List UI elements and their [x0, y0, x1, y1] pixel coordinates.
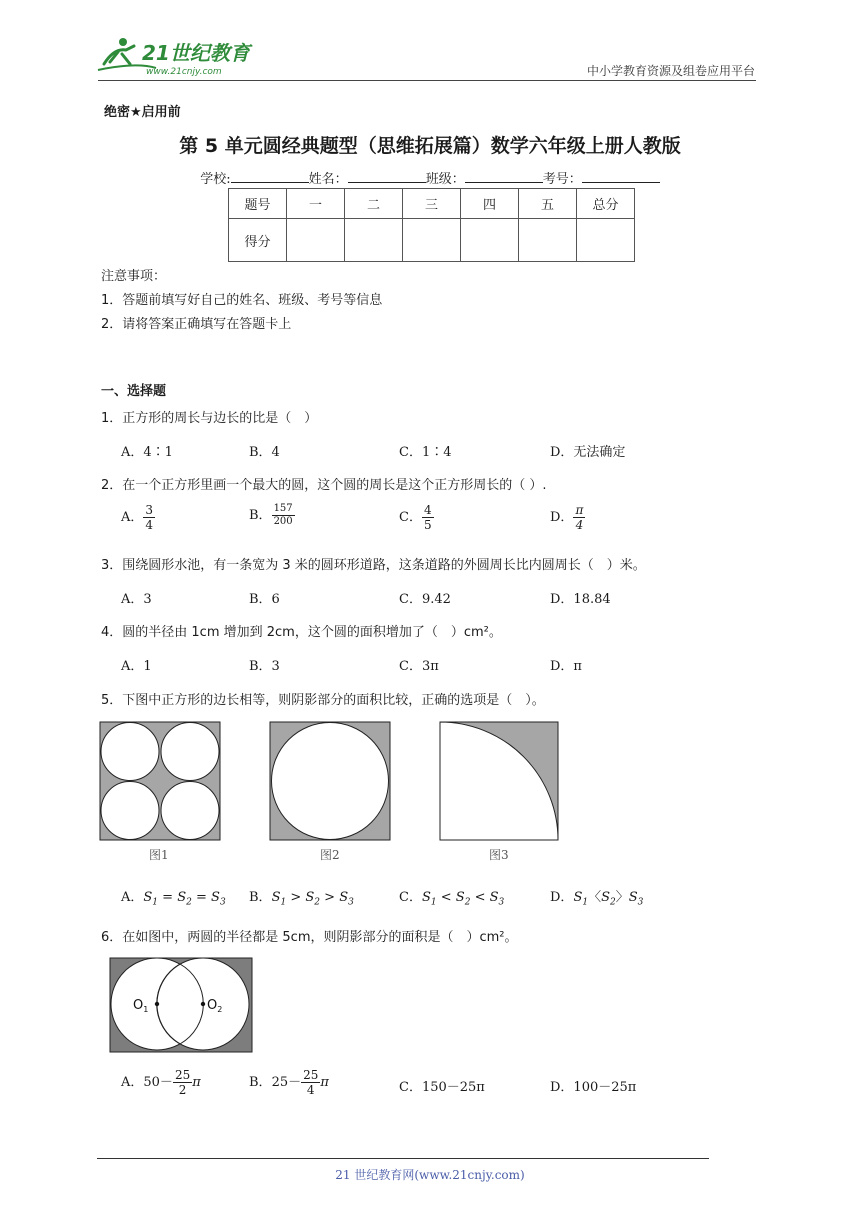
exam-no-blank[interactable] [582, 170, 660, 183]
relation: < [440, 890, 452, 905]
score-cell[interactable] [577, 219, 635, 262]
q3-option-a[interactable]: A．3 [121, 592, 152, 607]
q4-option-d[interactable]: D．π [550, 659, 582, 674]
figure-label: 图3 [489, 848, 509, 862]
fraction: $\frac{3}{4}$ [145, 503, 154, 532]
logo-url: www.21cnjy.com [146, 67, 222, 77]
q6-option-b[interactable] [249, 1068, 329, 1097]
relation: > [324, 890, 336, 905]
q4-option-b[interactable]: B．3 [249, 659, 280, 674]
q2-option-b[interactable] [249, 503, 295, 528]
figure-3-quarter-circle [440, 722, 558, 840]
class-blank[interactable] [465, 170, 543, 183]
header-platform-text: 中小学教育资源及组卷应用平台 [586, 64, 755, 78]
header-cell: 四 [461, 189, 519, 219]
notes-title: 注意事项： [101, 269, 167, 284]
fraction: $\frac{4}{5}$ [423, 503, 432, 532]
header-cell: 题号 [229, 189, 287, 219]
q2-option-a[interactable] [121, 503, 155, 532]
q1-option-a[interactable]: A．4∶1 [121, 445, 173, 460]
q5-option-c[interactable]: C．$S_1 < S_2 < S_3$ [399, 890, 505, 908]
relation: = [162, 890, 174, 905]
question-5-stem: 5．下图中正方形的边长相等，则阴影部分的面积比较，正确的选项是（ ）。 [101, 693, 545, 708]
score-table-score-row [229, 219, 635, 262]
score-row-label: 得分 [229, 219, 287, 262]
fraction: $\frac{157}{200}$ [273, 503, 293, 527]
score-cell[interactable] [403, 219, 461, 262]
option-label: D． [550, 510, 574, 525]
center-label-o1: $O_1$ [133, 998, 149, 1014]
figure-1-four-circles [100, 722, 220, 840]
q1-option-c[interactable]: C．1∶4 [399, 445, 452, 460]
logo-21cnjy [96, 34, 266, 78]
q3-option-c[interactable]: C．9.42 [399, 592, 451, 607]
logo-text: 21世纪教育 [142, 41, 250, 65]
option-label: A． [121, 510, 144, 525]
relation: = [196, 890, 207, 905]
section-heading: 一、选择题 [101, 384, 167, 399]
question-3-stem: 3．围绕圆形水池，有一条宽为 3 米的圆环形道路，这条道路的外圆周长比内圆周长（ ）米。 [101, 558, 646, 573]
name-label: 姓名： [308, 172, 348, 187]
q6-option-a[interactable] [121, 1068, 201, 1097]
header-cell: 一 [287, 189, 345, 219]
q2-option-c[interactable] [399, 503, 434, 532]
option-label: C． [399, 890, 422, 905]
school-blank[interactable] [231, 170, 309, 183]
note-item: 2．请将答案正确填写在答题卡上 [101, 317, 292, 332]
score-cell[interactable] [287, 219, 345, 262]
footer-link[interactable]: 21 世纪教育网(www.21cnjy.com) [335, 1168, 525, 1182]
expr-part: π [320, 1075, 329, 1090]
q4-option-a[interactable]: A．1 [121, 659, 152, 674]
q2-option-d[interactable] [550, 503, 585, 532]
header-cell: 二 [345, 189, 403, 219]
option-label: B． [249, 508, 272, 523]
fraction: $\frac{25}{4}$ [303, 1068, 319, 1097]
q6-option-d[interactable]: D．100－25π [550, 1080, 637, 1095]
question-6-stem: 6．在如图中，两圆的半径都是 5cm，则阴影部分的面积是（ ）cm²。 [101, 930, 518, 945]
page-title: 第 5 单元圆经典题型（思维拓展篇）数学六年级上册人教版 [179, 135, 681, 157]
figure-2-one-circle [270, 722, 390, 840]
student-info-line [0, 168, 860, 187]
option-label: B． [249, 1075, 272, 1090]
figure-label: 图2 [320, 848, 340, 862]
option-label: A． [121, 890, 144, 905]
q3-option-d[interactable]: D．18.84 [550, 592, 611, 607]
q6-figure-two-circles [109, 955, 254, 1055]
footer-divider [97, 1158, 709, 1159]
q6-option-c[interactable]: C．150－25π [399, 1080, 485, 1095]
fraction: $\frac{\pi}{4}$ [575, 503, 584, 532]
name-blank[interactable] [348, 170, 426, 183]
score-cell[interactable] [519, 219, 577, 262]
option-label: C． [399, 510, 422, 525]
q5-option-d[interactable]: D．$S_1$〈$S_2$〉$S_3$ [550, 890, 644, 908]
q1-option-d[interactable]: D．无法确定 [550, 445, 626, 460]
exam-no-label: 考号： [542, 172, 582, 187]
score-table [228, 188, 635, 262]
option-label: A． [121, 1075, 144, 1090]
header-cell: 五 [519, 189, 577, 219]
q5-option-b[interactable]: B．$S_1 > S_2 > S_3$ [249, 890, 354, 908]
score-cell[interactable] [345, 219, 403, 262]
q5-figures [99, 720, 569, 870]
score-table-header-row [229, 189, 635, 219]
q5-option-a[interactable]: A．$S_1 = S_2 = S_3$ [121, 890, 226, 908]
secret-label: 绝密★启用前 [104, 105, 181, 120]
q3-option-b[interactable]: B．6 [249, 592, 280, 607]
question-4-stem: 4．圆的半径由 1cm 增加到 2cm，这个圆的面积增加了（ ）cm²。 [101, 625, 502, 640]
score-cell[interactable] [461, 219, 519, 262]
header-cell: 总分 [577, 189, 635, 219]
relation: 〉 [615, 890, 629, 905]
question-1-stem: 1．正方形的周长与边长的比是（ ） [101, 411, 318, 426]
relation: > [290, 890, 302, 905]
q4-option-c[interactable]: C．3π [399, 659, 439, 674]
option-label: B． [249, 890, 272, 905]
header-cell: 三 [403, 189, 461, 219]
center-label-o2: $O_2$ [207, 998, 223, 1014]
relation: < [474, 890, 486, 905]
q1-option-b[interactable]: B．4 [249, 445, 280, 460]
school-label: 学校: [200, 172, 231, 187]
question-2-stem: 2．在一个正方形里画一个最大的圆，这个圆的周长是这个正方形周长的（ ）. [101, 478, 547, 493]
header-divider [98, 80, 756, 81]
expr-part: 50－ [143, 1075, 173, 1090]
expr-part: π [192, 1075, 201, 1090]
class-label: 班级： [425, 172, 465, 187]
option-label: D． [550, 890, 574, 905]
expr-part: 25－ [271, 1075, 302, 1090]
note-item: 1．答题前填写好自己的姓名、班级、考号等信息 [101, 293, 383, 308]
relation: 〈 [588, 890, 602, 905]
fraction: $\frac{25}{2}$ [174, 1068, 191, 1097]
figure-label: 图1 [149, 848, 169, 862]
